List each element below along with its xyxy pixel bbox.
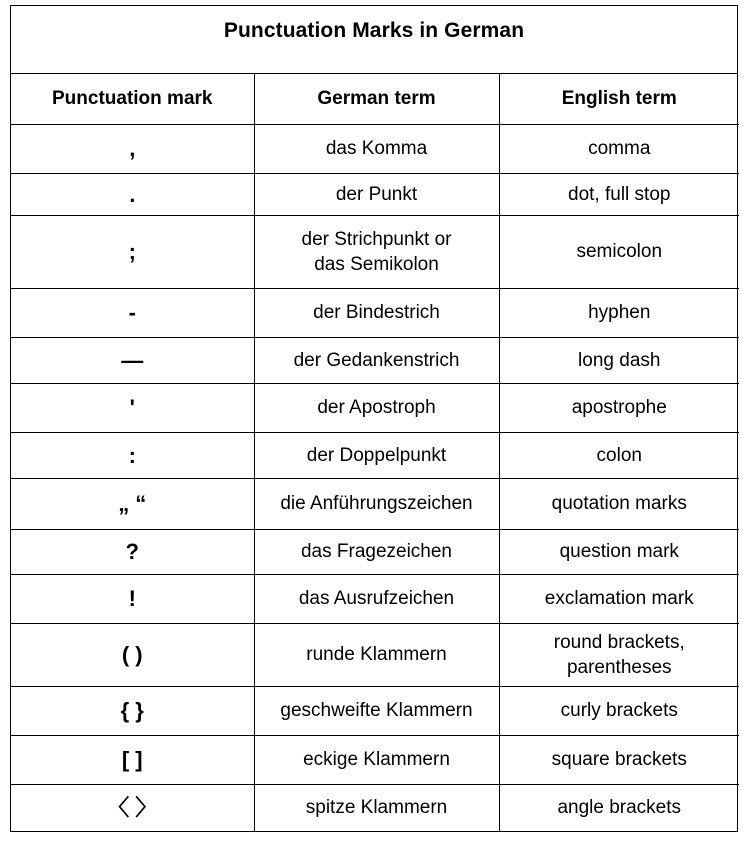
table-row bbox=[11, 735, 739, 784]
german-term-cell: spitze Klammern bbox=[254, 784, 499, 831]
german-term-cell: der Apostroph bbox=[254, 383, 499, 432]
table-row bbox=[11, 529, 739, 574]
table-row bbox=[11, 784, 739, 831]
table-row bbox=[11, 686, 739, 735]
punctuation-mark-cell: : bbox=[11, 432, 254, 478]
table-row bbox=[11, 383, 739, 432]
punctuation-mark-cell: [ ] bbox=[11, 735, 254, 784]
punctuation-mark-cell: ' bbox=[11, 383, 254, 432]
header-row bbox=[11, 74, 739, 124]
german-term-cell: der Gedankenstrich bbox=[254, 337, 499, 383]
table-row bbox=[11, 288, 739, 337]
punctuation-table-sheet bbox=[10, 5, 738, 832]
table-title: Punctuation Marks in German bbox=[223, 19, 525, 42]
german-term-cell: eckige Klammern bbox=[254, 735, 499, 784]
english-term-cell: round brackets, parentheses bbox=[499, 623, 739, 686]
german-term-cell: runde Klammern bbox=[254, 623, 499, 686]
punctuation-table bbox=[11, 74, 739, 831]
english-term-cell: apostrophe bbox=[499, 383, 739, 432]
english-term-cell: comma bbox=[499, 124, 739, 173]
table-row bbox=[11, 574, 739, 623]
punctuation-mark-cell: - bbox=[11, 288, 254, 337]
english-term-cell: question mark bbox=[499, 529, 739, 574]
title-row bbox=[11, 6, 737, 74]
table-row bbox=[11, 432, 739, 478]
german-term-cell: die Anführungszeichen bbox=[254, 478, 499, 529]
punctuation-mark-cell: { } bbox=[11, 686, 254, 735]
punctuation-mark-cell: ? bbox=[11, 529, 254, 574]
punctuation-mark-cell: ( ) bbox=[11, 623, 254, 686]
english-term-cell: quotation marks bbox=[499, 478, 739, 529]
header-german-term: German term bbox=[254, 74, 499, 124]
english-term-cell: hyphen bbox=[499, 288, 739, 337]
english-term-cell: angle brackets bbox=[499, 784, 739, 831]
english-term-cell: colon bbox=[499, 432, 739, 478]
table-body bbox=[11, 74, 739, 831]
english-term-cell: square brackets bbox=[499, 735, 739, 784]
header-english-term: English term bbox=[499, 74, 739, 124]
english-term-cell: semicolon bbox=[499, 215, 739, 288]
english-term-cell: dot, full stop bbox=[499, 173, 739, 215]
german-term-cell: das Komma bbox=[254, 124, 499, 173]
punctuation-mark-cell: ! bbox=[11, 574, 254, 623]
table-row bbox=[11, 337, 739, 383]
german-term-cell: der Doppelpunkt bbox=[254, 432, 499, 478]
punctuation-mark-cell: — bbox=[11, 337, 254, 383]
german-term-cell: das Fragezeichen bbox=[254, 529, 499, 574]
english-term-cell: exclamation mark bbox=[499, 574, 739, 623]
punctuation-mark-cell: , bbox=[11, 124, 254, 173]
punctuation-mark-cell: ; bbox=[11, 215, 254, 288]
punctuation-mark-cell: 〈 〉 bbox=[11, 784, 254, 831]
punctuation-mark-cell: „ “ bbox=[11, 478, 254, 529]
table-row bbox=[11, 215, 739, 288]
punctuation-mark-cell: . bbox=[11, 173, 254, 215]
english-term-cell: curly brackets bbox=[499, 686, 739, 735]
german-term-cell: der Strichpunkt or das Semikolon bbox=[254, 215, 499, 288]
table-row bbox=[11, 623, 739, 686]
table-row bbox=[11, 478, 739, 529]
german-term-cell: geschweifte Klammern bbox=[254, 686, 499, 735]
german-term-cell: der Bindestrich bbox=[254, 288, 499, 337]
german-term-cell: der Punkt bbox=[254, 173, 499, 215]
german-term-cell: das Ausrufzeichen bbox=[254, 574, 499, 623]
english-term-cell: long dash bbox=[499, 337, 739, 383]
table-row bbox=[11, 124, 739, 173]
header-punctuation-mark: Punctuation mark bbox=[11, 74, 254, 124]
table-row bbox=[11, 173, 739, 215]
